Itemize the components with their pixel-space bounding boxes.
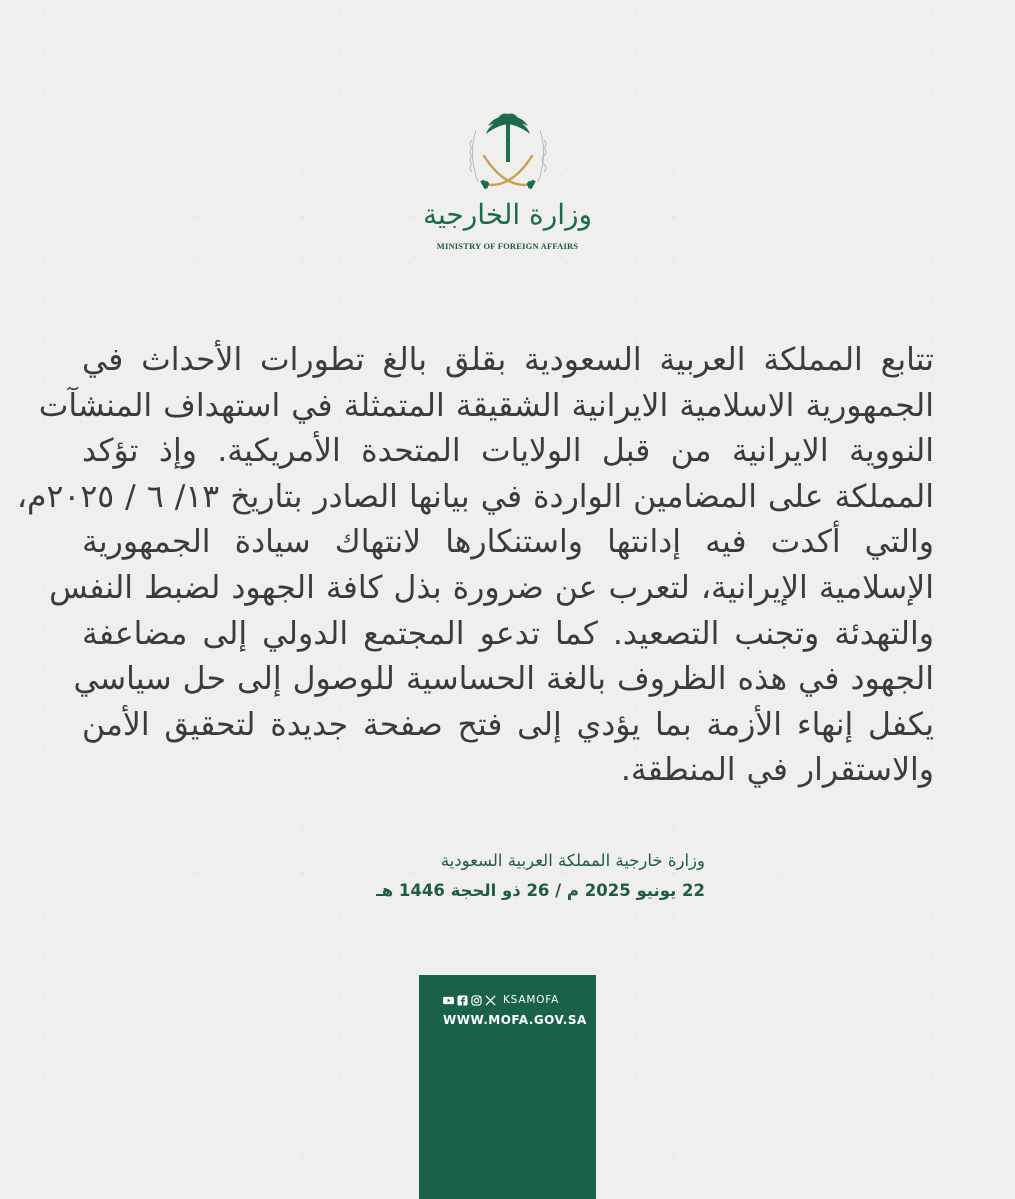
instagram-icon[interactable]: [471, 995, 482, 1006]
facebook-icon[interactable]: [457, 995, 468, 1006]
statement-line: المملكة على المضامين الواردة في بيانها الصادر بتاريخ ١٣/ ٦ / ٢٠٢٥م،: [16, 478, 934, 515]
footer-contact-box: [419, 975, 596, 1199]
statement-line: والتهدئة وتجنب التصعيد. كما تدعو المجتمع الدولي إلى مضاعفة: [82, 615, 934, 652]
saudi-emblem-logo: [458, 110, 558, 200]
website-link[interactable]: WWW.MOFA.GOV.SA: [443, 1013, 587, 1027]
issuer-name: وزارة خارجية المملكة العربية السعودية: [440, 851, 705, 870]
issue-date: 22 يونيو 2025 م / 26 ذو الحجة 1446 هـ: [376, 881, 705, 900]
x-icon[interactable]: [485, 995, 496, 1006]
statement-line: يكفل إنهاء الأزمة بما يؤدي إلى فتح صفحة جديدة لتحقيق الأمن: [82, 706, 934, 743]
statement-body: [16, 338, 934, 794]
signature-block: [300, 848, 705, 904]
social-links: [443, 994, 559, 1006]
social-handle[interactable]: KSAMOFA: [503, 994, 560, 1006]
youtube-icon[interactable]: [443, 995, 454, 1006]
ministry-arabic-name: وزارة الخارجية: [422, 198, 593, 231]
statement-line: تتابع المملكة العربية السعودية بقلق بالغ تطورات الأحداث في: [82, 342, 934, 378]
statement-line: والتي أكدت فيه إدانتها واستنكارها لانتهاك سيادة الجمهورية: [82, 524, 934, 561]
statement-line: الإسلامية الإيرانية، لتعرب عن ضرورة بذل كافة الجهود لضبط النفس: [49, 569, 934, 606]
statement-line: الجمهورية الاسلامية الايرانية الشقيقة المتمثلة في استهداف المنشآت: [38, 387, 934, 424]
statement-line: والاستقرار في المنطقة.: [620, 752, 934, 789]
statement-line: الجهود في هذه الظروف بالغة الحساسية للوصول إلى حل سياسي: [73, 661, 934, 698]
ministry-english-name: MINISTRY OF FOREIGN AFFAIRS: [436, 241, 579, 251]
statement-line: النووية الايرانية من قبل الولايات المتحدة الأمريكية. وإذ تؤكد: [82, 433, 934, 470]
